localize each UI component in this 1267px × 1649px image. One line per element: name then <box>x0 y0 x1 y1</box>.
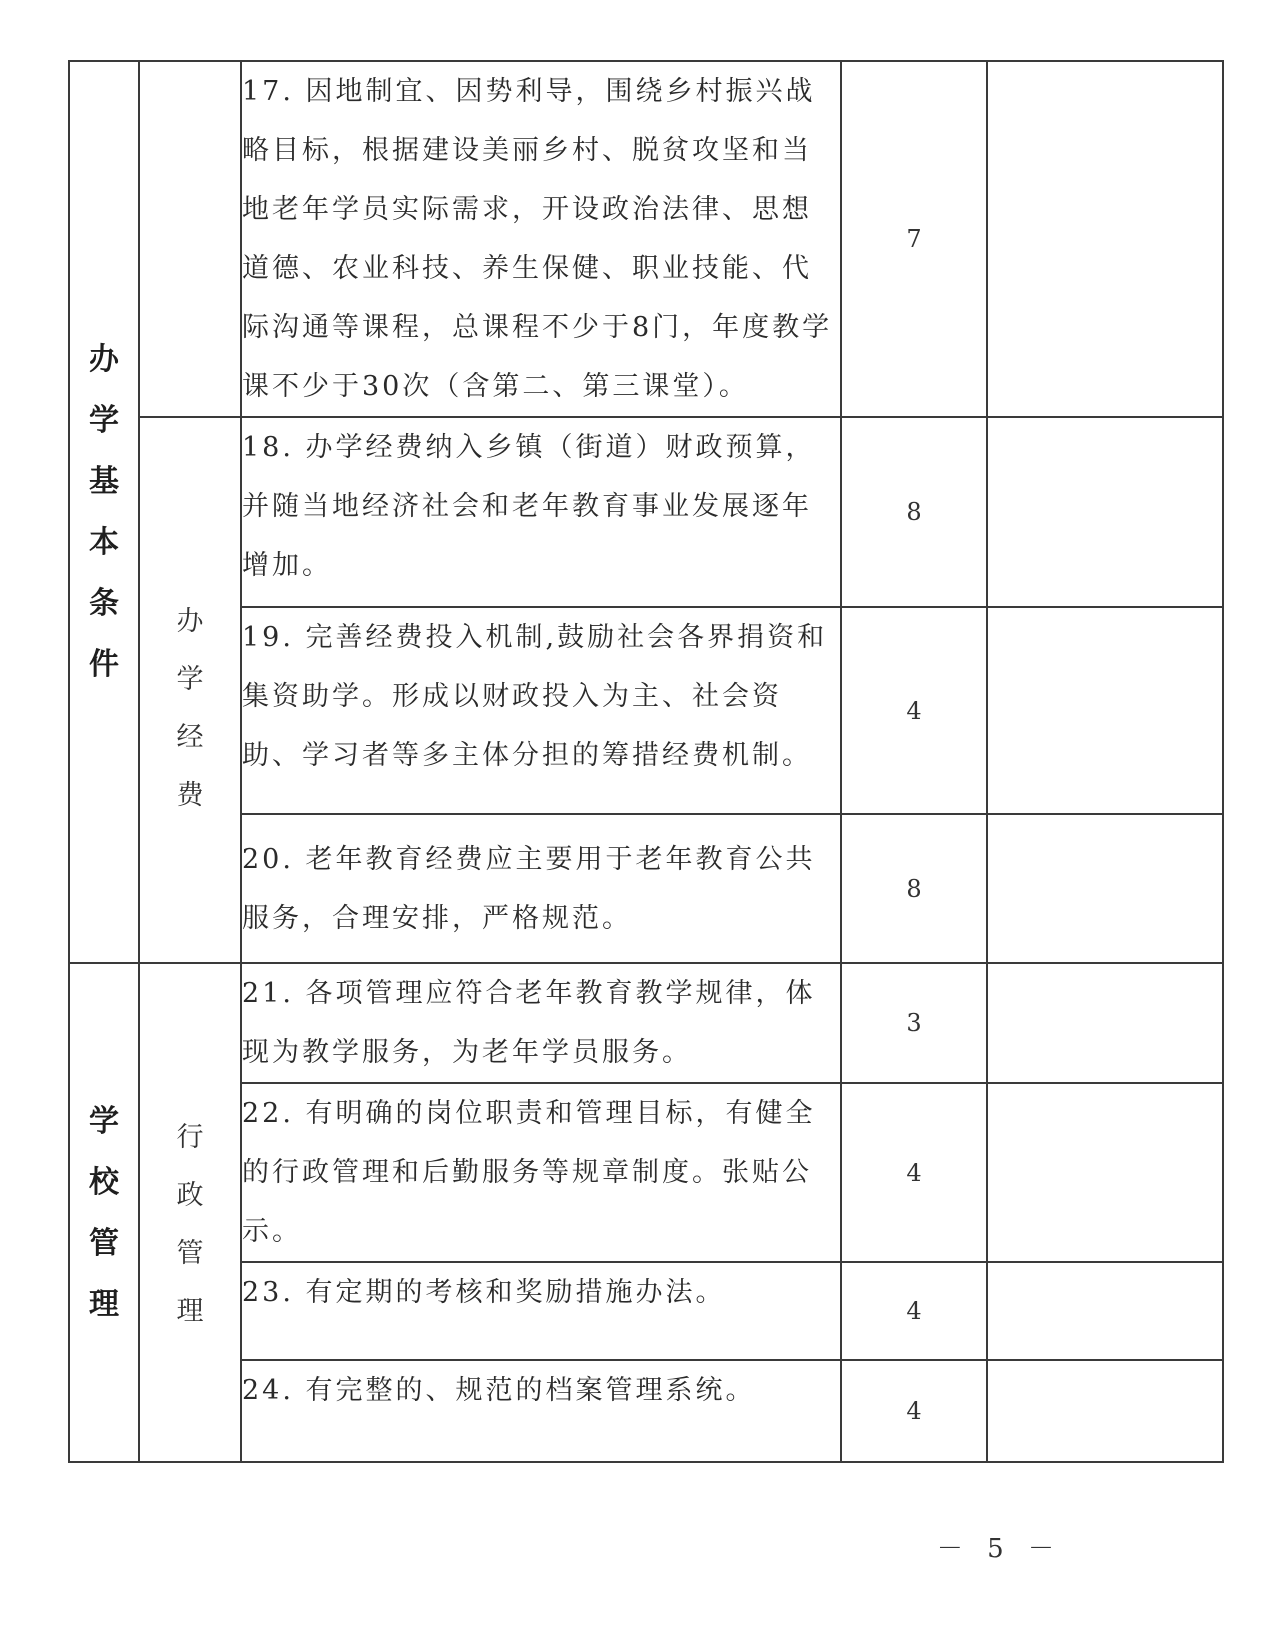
subcategory-cell-administration <box>139 963 241 1462</box>
table-row <box>69 61 1223 417</box>
score-cell: 7 <box>841 61 987 417</box>
item-text-cell: 21. 各项管理应符合老年教育教学规律，体现为教学服务，为老年学员服务。 <box>241 963 841 1083</box>
subcategory-label: 办学经费 <box>176 606 204 811</box>
self-assessment-cell[interactable] <box>987 1262 1223 1360</box>
score-cell: 8 <box>841 814 987 963</box>
subcategory-cell-funding <box>139 417 241 963</box>
self-assessment-cell[interactable] <box>987 1083 1223 1262</box>
item-text-cell: 24. 有完整的、规范的档案管理系统。 <box>241 1360 841 1462</box>
category-cell-basic-conditions <box>69 61 139 963</box>
item-text-cell: 22. 有明确的岗位职责和管理目标，有健全的行政管理和后勤服务等规章制度。张贴公示。 <box>241 1083 841 1262</box>
table-row <box>69 1083 1223 1262</box>
score-cell: 4 <box>841 1360 987 1462</box>
category-label: 学校管理 <box>89 1103 119 1322</box>
self-assessment-cell[interactable] <box>987 963 1223 1083</box>
item-text-cell: 23. 有定期的考核和奖励措施办法。 <box>241 1262 841 1360</box>
evaluation-table <box>68 60 1224 1463</box>
item-text-cell: 18. 办学经费纳入乡镇（街道）财政预算，并随当地经济社会和老年教育事业发展逐年增加。 <box>241 417 841 607</box>
score-cell: 4 <box>841 607 987 814</box>
self-assessment-cell[interactable] <box>987 1360 1223 1462</box>
item-text-cell: 19. 完善经费投入机制,鼓励社会各界捐资和集资助学。形成以财政投入为主、社会资助、学习者等多主体分担的筹措经费机制。 <box>241 607 841 814</box>
table-row <box>69 814 1223 963</box>
subcategory-cell-empty <box>139 61 241 417</box>
subcategory-label: 行政管理 <box>176 1121 204 1327</box>
self-assessment-cell[interactable] <box>987 417 1223 607</box>
self-assessment-cell[interactable] <box>987 607 1223 814</box>
self-assessment-cell[interactable] <box>987 814 1223 963</box>
score-cell: 3 <box>841 963 987 1083</box>
score-cell: 4 <box>841 1262 987 1360</box>
table-row <box>69 607 1223 814</box>
category-label: 办学基本条件 <box>89 342 119 682</box>
category-cell-school-management <box>69 963 139 1462</box>
item-text-cell: 17. 因地制宜、因势利导，围绕乡村振兴战略目标，根据建设美丽乡村、脱贫攻坚和当地老年学员实际需求，开设政治法律、思想道德、农业科技、养生保健、职业技能、代际沟通等课程，总课程不少于8门，年度教学课不少于30次（含第二、第三课堂）。 <box>241 61 841 417</box>
item-text-cell: 20. 老年教育经费应主要用于老年教育公共服务，合理安排，严格规范。 <box>241 814 841 963</box>
table-row <box>69 963 1223 1083</box>
page-number: － 5 － <box>936 1534 1062 1564</box>
score-cell: 4 <box>841 1083 987 1262</box>
self-assessment-cell[interactable] <box>987 61 1223 417</box>
table-row <box>69 1262 1223 1360</box>
table-row <box>69 417 1223 607</box>
score-cell: 8 <box>841 417 987 607</box>
table-row <box>69 1360 1223 1462</box>
